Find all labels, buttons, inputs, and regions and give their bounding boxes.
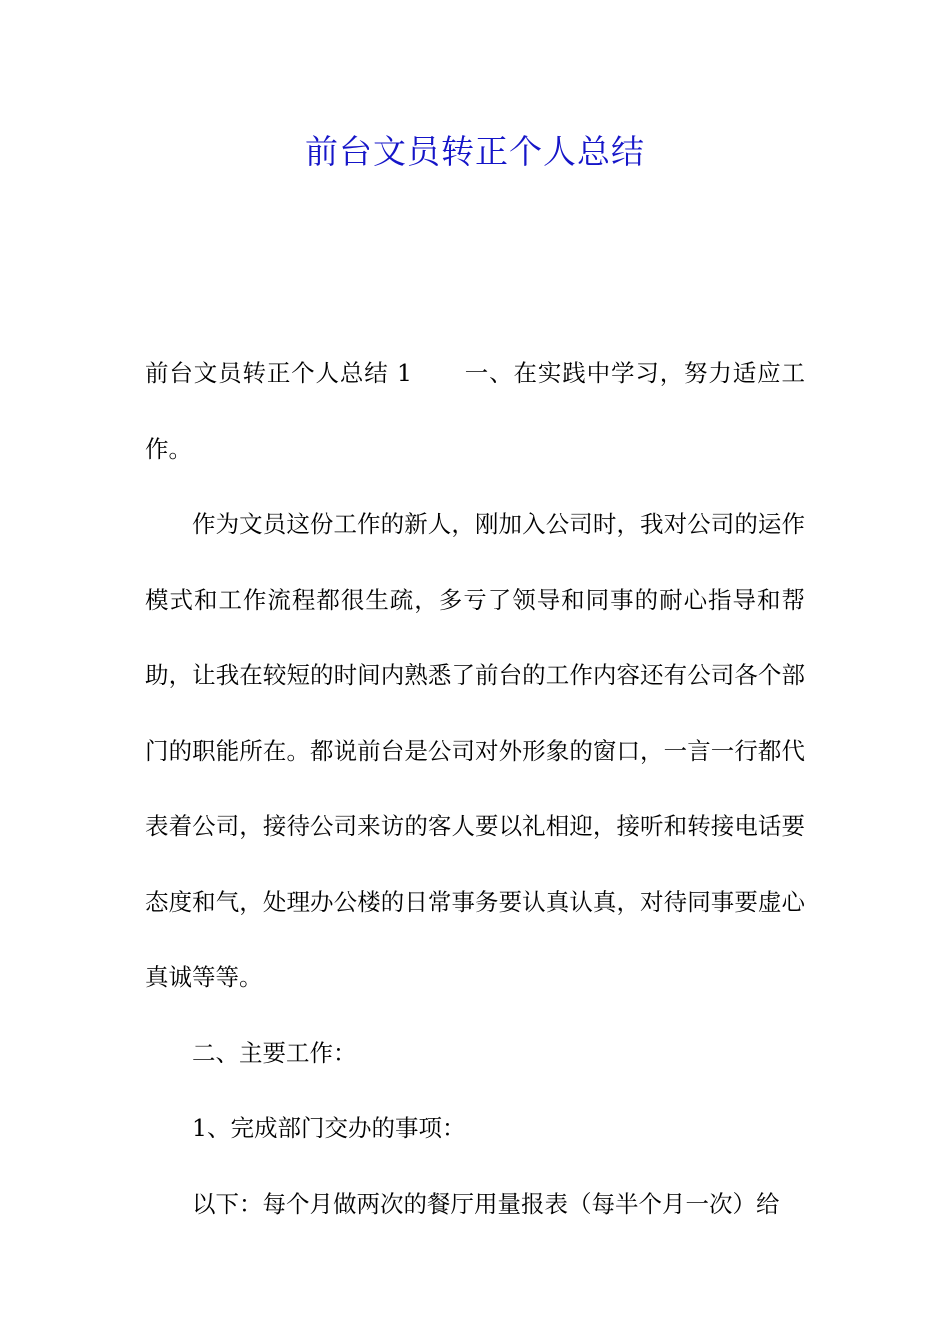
document-title: 前台文员转正个人总结 <box>305 132 645 171</box>
intro-paragraph <box>145 336 805 487</box>
body-paragraph: 以下：每个月做两次的餐厅用量报表（每半个月一次）给 <box>192 1189 780 1218</box>
section-two-heading: 二、主要工作： <box>192 1038 357 1067</box>
intro-heading: 前台文员转正个人总结 1 <box>145 359 412 387</box>
subsection-heading: 1、完成部门交办的事项： <box>192 1114 466 1142</box>
section-one-heading: 一、在实践中学习，努力适应工作。 <box>145 359 806 463</box>
body-paragraph: 作为文员这份工作的新人，刚加入公司时，我对公司的运作模式和工作流程都很生疏，多亏了领导和同事的耐心指导和帮助，让我在较短的时间内熟悉了前台的工作内容还有公司各个部门的职能所在。都说前台是公司对外形象的窗口，一言一行都代表着公司，接待公司来访的客人要以礼相迎，接听和转接电话要态度和气，处理办公楼的日常事务要认真认真，对待同事要虚心真诚等等。 <box>145 510 805 991</box>
document-body <box>145 336 805 1242</box>
